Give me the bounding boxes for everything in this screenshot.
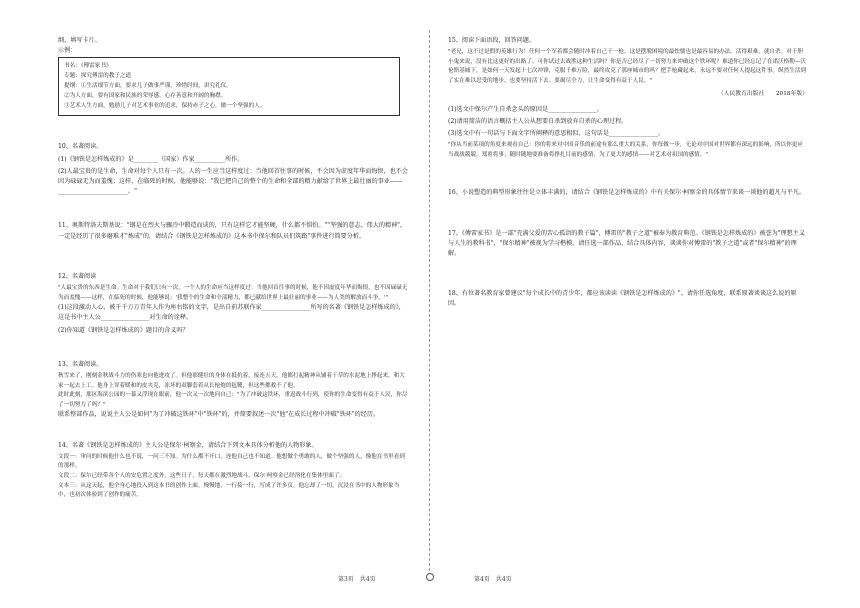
q15-item-1: (1)选文中保尔产生自杀念头的原因是________________。: [448, 105, 603, 113]
q15-item-3: (3)选文中有一句话与下面文字所阐释的意思相似，这句话是________________。: [448, 129, 664, 137]
q13-quote-1: 秋雪来了，刚刻金秋战斗力的伤寒也向他进攻了。但他那健壮的身体在抵抗着，接连五天，他都打起精神从铺着干草的水泥地上挣起来，和大家一起去上工。他身上穿着暖和的皮夹克，冻坏的双脚套着从长枪炮的毡靴，但这些都救不了他。: [58, 373, 405, 389]
q13-quote-2: 此时此刻，那区海滨公园的一幕又浮现在眼前，他一次又一次地问自己："为了冲破这铁环，重返战斗行列，使你的生命变得有益于人民，你尽了一切努力了吗？": [58, 392, 408, 408]
q16: 16、小说塑造的典型形象往往是立体丰满的，请结合《钢铁是怎样炼成的》中有关保尔·柯察金的具体情节来谈一谈他的超凡与平凡。: [448, 189, 806, 197]
q14-passage-3: 文本三：从这天起，他全身心地投入到这本书的创作上面。慢慢地，一行接一行，写成了许多页。他忘却了一切，沉浸在书中的人物形象当中，也初次体验到了创作的痛苦。: [58, 482, 400, 499]
q14-passage-1: 文段一：审问的时候他什么也不说，一问三不知。为什么都不开口，连他自己也不知道。他想做个勇敢的人，做个坚强的人，像他在书里看到的那样。: [58, 453, 405, 470]
q15-quote: "老兄，这不过是假的英雄行为！任何一个军着都会随时冲着自己干一枪。这是摆脱困境的最怯懦也是最容易的办法。活得艰难，就自杀。对于胆小鬼来说，没有比这更好的出路了。可你试过去战胜这种生活吗？你是否已经尽了一切努力来冲破这个铁环呢？难道你已经忘记了在诺沃格勒—沃伦斯基城下，是如何一天发起十七次冲锋，克服千难万险，最终攻克了那座城市的吗？把手枪藏起来，永远不要对任何人提起这件事。纵然生活到了实在难以忍受的地步，也要坚持活下去。要竭尽全力，让生命变得有益于人民。": [448, 49, 807, 84]
q14-title: 14、名著《钢铁是怎样炼成的》主人公是保尔·柯察金，请结合下列文本具体分析他的人物形象。: [58, 441, 318, 449]
card-line: ②为人方面，要有国家和民族的荣辱感，心存善意和开阔的胸襟。: [64, 93, 227, 100]
page-number-left: 第3页 共4页: [338, 576, 376, 583]
q18: 18、有位著名教育家曾建议"每个成长中的青少年，都应该读读《钢铁是怎样炼成的》"。请你任选角度，联系原著谈谈这么说的原因。: [448, 290, 797, 308]
card-line: ③艺术人生方面，勉励儿子对艺术事业的追求，保持赤子之心，做一个坚强的人。: [64, 103, 266, 110]
q10-title: 10、名著阅读。: [58, 143, 103, 151]
q15-item-2: (2)请用简洁的语言概括主人公从想要自杀到放弃自杀的心理过程。: [448, 117, 628, 125]
page-number-right: 第4页 共4页: [474, 576, 512, 583]
q12-title: 12、名著阅读: [58, 272, 97, 280]
q14-passage-2: 文段二：保尔已经带各个人的安危置之度外，这些日子，每天都在激烈地战斗。保尔·柯察金已经溶化在集体里面了。: [58, 473, 346, 479]
q13-title: 13、名著阅读。: [58, 360, 103, 368]
q17: 17、《傅雷家书》是一部"充满父爱的苦心孤诣的教子篇"，傅雷的"教子之道"被奉为教育典范。《钢铁是怎样炼成的》被誉为"理想主义与人生的教科书"，"保尔精神"被视为学习楷模。请任选一部作品，结合具体内容，谈谈你对傅雷的"教子之道"或者"保尔精神"的理解。: [448, 229, 805, 257]
q11: 11、奥斯特洛夫斯基说："钢是在烈火与骤冷中锻造而成的，只有这样它才能坚硬，什么都不惧怕。""坚强的意志、伟大的精神"，一定是经历了很多磨难才"炼成"的，请结合《钢铁是怎样炼成的》这本书中保尔和队员们筑路"事件进行简要分析。: [58, 222, 407, 240]
q10-item-1: (1)《钢铁是怎样炼成的》是________（国家）作家__________所作。: [58, 155, 244, 163]
q10-item-2: (2)人最宝贵的是生命，生命对每个人只有一次。人的一生应当这样度过：当他回首往事的时候，不会因为虚度年华而悔恨，也不会因为碌碌无为而羞愧；这样，在临死的时候，他能够说："我已把自己的整个的生命和全部的精力献给了世界上最壮丽的事业——_______________________。": [58, 167, 408, 196]
q13-question: 联系整部作品，说说主人公是如何"为了冲破这铁环"中"铁环"的，并简要叙述一次"他"在成长过程中冲破"铁环"的经历。: [58, 411, 380, 419]
intro-line-1: 纲，填写卡片。: [58, 37, 101, 44]
right-column: [448, 36, 808, 312]
card-line: 提纲：①生活细节方面，要求儿子做事严谨，珍惜时间，讲究礼仪。: [64, 83, 232, 90]
q12-item-2: (2)你知道《钢铁是怎样炼成的》题目的含义吗？: [58, 326, 189, 334]
q12-item-1: (1)这段激动人心、被千千万万青年人作为座右铭的文字，是出自前苏联作家________________所写的名著《钢铁是怎样炼成的》，这是书中主人公________________对生命的诠释。: [58, 304, 405, 322]
intro-line-2: 示例：: [58, 47, 77, 55]
q15-source: （人民教育出版社 2018年版）: [717, 90, 808, 97]
binding-circle-icon: [426, 573, 434, 581]
card-line: 书名：《傅雷家书》: [64, 63, 112, 70]
q12-quote: "人最宝贵的东西是生命。生命对于我们只有一次。一个人的生命应当这样度过：当他回首往事的时候，他不因虚度年华而悔恨，也不因碌碌无为而羞愧——这样，在临死的时候，他能够说：'我整个的生命和全部精力，都已献给世界上最壮丽的事业——为人类的解放而斗争。'": [58, 285, 408, 301]
card-line: 专题：探究傅雷的教子之道: [64, 73, 132, 80]
q15-quote-2: "你从当前某项的角度来观看自己：你的将来对中国音乐的前途有那么重大的关系，你每做一步，无论对中国对世界都有深远的影响，所以你更应当战战兢兢，郑重将事；随时随地要准备将挣扎目前的感情，为了更大的感情——对艺术对祖国的感情。": [448, 142, 803, 158]
q15-title: 15、阅读下面语段，回答问题。: [448, 37, 535, 44]
